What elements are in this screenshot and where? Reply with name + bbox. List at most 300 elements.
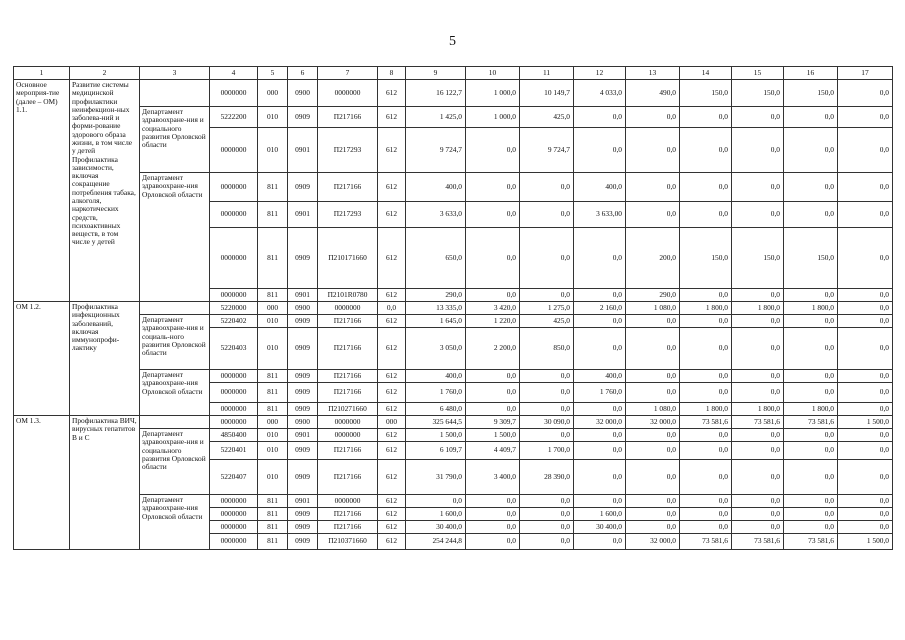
- cell-col-10: 4 409,7: [466, 442, 520, 460]
- column-header-9: 9: [406, 67, 466, 80]
- cell-col-15: 150,0: [732, 80, 784, 107]
- cell-col-4: 0000000: [210, 202, 258, 228]
- cell-col-14: 150,0: [680, 228, 732, 289]
- cell-col-12: 1 600,0: [574, 508, 626, 521]
- cell-col-7: 0000000: [318, 495, 378, 508]
- executor-cell: [140, 416, 210, 429]
- cell-col-7: П217166: [318, 173, 378, 202]
- cell-col-17: 0,0: [838, 289, 893, 302]
- column-header-10: 10: [466, 67, 520, 80]
- cell-col-17: 0,0: [838, 383, 893, 403]
- executor-cell: Департамент здравоохране-ния Орловской области: [140, 370, 210, 416]
- cell-col-12: 0,0: [574, 107, 626, 128]
- cell-col-5: 010: [258, 128, 288, 173]
- cell-col-7: П217166: [318, 328, 378, 370]
- cell-col-6: 0909: [288, 403, 318, 416]
- cell-col-7: 0000000: [318, 80, 378, 107]
- table-row: [14, 429, 893, 442]
- cell-col-17: 0,0: [838, 429, 893, 442]
- measure-id-cell: Основное мероприя-тие (далее – ОМ) 1.1.: [14, 80, 70, 302]
- cell-col-8: 612: [378, 534, 406, 550]
- measure-id-cell: ОМ 1.3.: [14, 416, 70, 550]
- cell-col-4: 0000000: [210, 534, 258, 550]
- cell-col-14: 0,0: [680, 521, 732, 534]
- cell-col-7: П217166: [318, 521, 378, 534]
- cell-col-6: 0909: [288, 442, 318, 460]
- cell-col-5: 811: [258, 370, 288, 383]
- cell-col-10: 0,0: [466, 370, 520, 383]
- cell-col-12: 0,0: [574, 403, 626, 416]
- cell-col-9: 1 425,0: [406, 107, 466, 128]
- cell-col-9: 13 335,0: [406, 302, 466, 315]
- cell-col-5: 811: [258, 202, 288, 228]
- cell-col-16: 73 581,6: [784, 416, 838, 429]
- cell-col-10: 9 309,7: [466, 416, 520, 429]
- cell-col-9: 1 760,0: [406, 383, 466, 403]
- cell-col-13: 0,0: [626, 173, 680, 202]
- cell-col-4: 0000000: [210, 228, 258, 289]
- cell-col-9: 31 790,0: [406, 460, 466, 495]
- cell-col-13: 1 080,0: [626, 403, 680, 416]
- cell-col-12: 0,0: [574, 495, 626, 508]
- cell-col-5: 811: [258, 521, 288, 534]
- cell-col-9: 9 724,7: [406, 128, 466, 173]
- cell-col-5: 811: [258, 495, 288, 508]
- table-row: [14, 315, 893, 328]
- cell-col-17: 0,0: [838, 173, 893, 202]
- cell-col-10: 0,0: [466, 228, 520, 289]
- cell-col-16: 0,0: [784, 328, 838, 370]
- cell-col-9: 0,0: [406, 495, 466, 508]
- cell-col-5: 811: [258, 508, 288, 521]
- cell-col-11: 0,0: [520, 429, 574, 442]
- cell-col-14: 73 581,6: [680, 534, 732, 550]
- cell-col-15: 0,0: [732, 202, 784, 228]
- cell-col-17: 0,0: [838, 370, 893, 383]
- cell-col-4: 0000000: [210, 416, 258, 429]
- cell-col-17: 0,0: [838, 508, 893, 521]
- cell-col-14: 0,0: [680, 460, 732, 495]
- column-header-16: 16: [784, 67, 838, 80]
- cell-col-6: 0901: [288, 429, 318, 442]
- cell-col-5: 010: [258, 442, 288, 460]
- cell-col-15: 0,0: [732, 107, 784, 128]
- cell-col-13: 0,0: [626, 128, 680, 173]
- cell-col-10: 1 000,0: [466, 80, 520, 107]
- cell-col-9: 30 400,0: [406, 521, 466, 534]
- cell-col-9: 1 600,0: [406, 508, 466, 521]
- cell-col-5: 811: [258, 534, 288, 550]
- cell-col-12: 1 760,0: [574, 383, 626, 403]
- cell-col-12: 0,0: [574, 534, 626, 550]
- cell-col-14: 1 800,0: [680, 302, 732, 315]
- table-row: [14, 107, 893, 128]
- cell-col-10: 0,0: [466, 495, 520, 508]
- cell-col-8: 612: [378, 107, 406, 128]
- executor-cell: Департамент здравоохране-ния и социального развития Орловской области: [140, 107, 210, 173]
- cell-col-17: 0,0: [838, 403, 893, 416]
- cell-col-13: 1 080,0: [626, 302, 680, 315]
- page-number: 5: [449, 34, 456, 49]
- cell-col-6: 0900: [288, 80, 318, 107]
- cell-col-5: 811: [258, 228, 288, 289]
- cell-col-15: 0,0: [732, 442, 784, 460]
- cell-col-17: 0,0: [838, 328, 893, 370]
- executor-cell: Департамент здравоохране-ния и социального развития Орловской области: [140, 429, 210, 495]
- cell-col-10: 3 420,0: [466, 302, 520, 315]
- cell-col-4: 5220407: [210, 460, 258, 495]
- cell-col-11: 10 149,7: [520, 80, 574, 107]
- column-header-4: 4: [210, 67, 258, 80]
- cell-col-13: 290,0: [626, 289, 680, 302]
- cell-col-4: 5220401: [210, 442, 258, 460]
- table-row: [14, 302, 893, 315]
- executor-cell: [140, 302, 210, 315]
- cell-col-13: 0,0: [626, 383, 680, 403]
- cell-col-16: 0,0: [784, 128, 838, 173]
- cell-col-8: 612: [378, 289, 406, 302]
- cell-col-15: 0,0: [732, 128, 784, 173]
- cell-col-13: 0,0: [626, 315, 680, 328]
- cell-col-11: 425,0: [520, 315, 574, 328]
- cell-col-14: 0,0: [680, 429, 732, 442]
- cell-col-17: 1 500,0: [838, 534, 893, 550]
- table-row: [14, 370, 893, 383]
- cell-col-9: 6 109,7: [406, 442, 466, 460]
- cell-col-6: 0909: [288, 508, 318, 521]
- cell-col-5: 010: [258, 107, 288, 128]
- cell-col-12: 400,0: [574, 173, 626, 202]
- cell-col-5: 000: [258, 80, 288, 107]
- cell-col-11: 0,0: [520, 289, 574, 302]
- cell-col-7: П2101R0780: [318, 289, 378, 302]
- cell-col-4: 0000000: [210, 289, 258, 302]
- cell-col-14: 0,0: [680, 202, 732, 228]
- cell-col-8: 612: [378, 370, 406, 383]
- cell-col-17: 0,0: [838, 460, 893, 495]
- column-header-11: 11: [520, 67, 574, 80]
- cell-col-7: 0000000: [318, 416, 378, 429]
- cell-col-16: 0,0: [784, 429, 838, 442]
- cell-col-6: 0909: [288, 173, 318, 202]
- cell-col-16: 1 800,0: [784, 302, 838, 315]
- cell-col-8: 612: [378, 173, 406, 202]
- cell-col-14: 0,0: [680, 495, 732, 508]
- cell-col-4: 0000000: [210, 403, 258, 416]
- cell-col-5: 811: [258, 173, 288, 202]
- cell-col-13: 0,0: [626, 370, 680, 383]
- column-header-14: 14: [680, 67, 732, 80]
- cell-col-4: 5220402: [210, 315, 258, 328]
- cell-col-5: 010: [258, 328, 288, 370]
- cell-col-9: 325 644,5: [406, 416, 466, 429]
- measure-name-cell: Профилактика ВИЧ, вирусных гепатитов В и С: [70, 416, 140, 550]
- cell-col-5: 000: [258, 302, 288, 315]
- cell-col-7: П217166: [318, 370, 378, 383]
- cell-col-12: 30 400,0: [574, 521, 626, 534]
- measure-name-cell: Профилактика инфекционных заболеваний, включая иммунопрофи-лактику: [70, 302, 140, 416]
- cell-col-12: 32 000,0: [574, 416, 626, 429]
- cell-col-16: 0,0: [784, 508, 838, 521]
- cell-col-11: 425,0: [520, 107, 574, 128]
- cell-col-14: 1 800,0: [680, 403, 732, 416]
- cell-col-7: П210371660: [318, 534, 378, 550]
- cell-col-10: 0,0: [466, 289, 520, 302]
- cell-col-15: 1 800,0: [732, 302, 784, 315]
- cell-col-14: 0,0: [680, 107, 732, 128]
- cell-col-10: 0,0: [466, 403, 520, 416]
- cell-col-9: 1 500,0: [406, 429, 466, 442]
- cell-col-11: 0,0: [520, 495, 574, 508]
- cell-col-11: 1 700,0: [520, 442, 574, 460]
- cell-col-15: 73 581,6: [732, 534, 784, 550]
- column-header-1: 1: [14, 67, 70, 80]
- cell-col-9: 400,0: [406, 370, 466, 383]
- cell-col-10: 0,0: [466, 534, 520, 550]
- cell-col-14: 0,0: [680, 383, 732, 403]
- cell-col-5: 010: [258, 429, 288, 442]
- cell-col-7: П217166: [318, 315, 378, 328]
- table-row: [14, 416, 893, 429]
- cell-col-9: 3 633,0: [406, 202, 466, 228]
- cell-col-9: 650,0: [406, 228, 466, 289]
- cell-col-6: 0909: [288, 370, 318, 383]
- cell-col-10: 0,0: [466, 521, 520, 534]
- cell-col-8: 612: [378, 383, 406, 403]
- cell-col-15: 0,0: [732, 328, 784, 370]
- cell-col-4: 0000000: [210, 80, 258, 107]
- cell-col-7: 0000000: [318, 429, 378, 442]
- cell-col-6: 0900: [288, 302, 318, 315]
- cell-col-6: 0909: [288, 521, 318, 534]
- cell-col-6: 0909: [288, 383, 318, 403]
- cell-col-7: П217166: [318, 442, 378, 460]
- column-header-7: 7: [318, 67, 378, 80]
- cell-col-7: П217293: [318, 202, 378, 228]
- cell-col-4: 0000000: [210, 495, 258, 508]
- cell-col-4: 0000000: [210, 521, 258, 534]
- cell-col-14: 150,0: [680, 80, 732, 107]
- cell-col-11: 1 275,0: [520, 302, 574, 315]
- cell-col-14: 0,0: [680, 173, 732, 202]
- cell-col-15: 0,0: [732, 460, 784, 495]
- measure-id-cell: ОМ 1.2.: [14, 302, 70, 416]
- column-header-12: 12: [574, 67, 626, 80]
- column-header-13: 13: [626, 67, 680, 80]
- cell-col-9: 16 122,7: [406, 80, 466, 107]
- cell-col-15: 0,0: [732, 383, 784, 403]
- header-row: [14, 67, 893, 80]
- table-row: [14, 495, 893, 508]
- cell-col-5: 811: [258, 383, 288, 403]
- cell-col-9: 6 480,0: [406, 403, 466, 416]
- cell-col-8: 612: [378, 521, 406, 534]
- cell-col-9: 3 050,0: [406, 328, 466, 370]
- cell-col-4: 0000000: [210, 370, 258, 383]
- cell-col-5: 811: [258, 403, 288, 416]
- cell-col-17: 0,0: [838, 442, 893, 460]
- cell-col-14: 0,0: [680, 315, 732, 328]
- cell-col-8: 612: [378, 202, 406, 228]
- cell-col-5: 811: [258, 289, 288, 302]
- column-header-3: 3: [140, 67, 210, 80]
- cell-col-12: 0,0: [574, 442, 626, 460]
- column-header-5: 5: [258, 67, 288, 80]
- cell-col-15: 0,0: [732, 173, 784, 202]
- cell-col-15: 0,0: [732, 495, 784, 508]
- cell-col-13: 0,0: [626, 508, 680, 521]
- cell-col-11: 30 090,0: [520, 416, 574, 429]
- cell-col-7: П217166: [318, 107, 378, 128]
- cell-col-15: 0,0: [732, 370, 784, 383]
- cell-col-8: 612: [378, 508, 406, 521]
- cell-col-16: 0,0: [784, 202, 838, 228]
- cell-col-7: П210171660: [318, 228, 378, 289]
- cell-col-6: 0901: [288, 128, 318, 173]
- cell-col-16: 0,0: [784, 370, 838, 383]
- cell-col-12: 0,0: [574, 315, 626, 328]
- cell-col-13: 32 000,0: [626, 416, 680, 429]
- cell-col-8: 612: [378, 442, 406, 460]
- cell-col-16: 1 800,0: [784, 403, 838, 416]
- cell-col-17: 0,0: [838, 495, 893, 508]
- cell-col-7: П217166: [318, 383, 378, 403]
- cell-col-14: 73 581,6: [680, 416, 732, 429]
- cell-col-16: 0,0: [784, 460, 838, 495]
- cell-col-17: 1 500,0: [838, 416, 893, 429]
- cell-col-13: 0,0: [626, 429, 680, 442]
- cell-col-13: 0,0: [626, 107, 680, 128]
- cell-col-16: 0,0: [784, 289, 838, 302]
- cell-col-6: 0909: [288, 534, 318, 550]
- cell-col-17: 0,0: [838, 302, 893, 315]
- executor-cell: [140, 80, 210, 107]
- cell-col-6: 0909: [288, 315, 318, 328]
- cell-col-6: 0909: [288, 107, 318, 128]
- cell-col-15: 0,0: [732, 429, 784, 442]
- cell-col-6: 0900: [288, 416, 318, 429]
- cell-col-8: 612: [378, 495, 406, 508]
- cell-col-13: 0,0: [626, 460, 680, 495]
- cell-col-10: 2 200,0: [466, 328, 520, 370]
- cell-col-17: 0,0: [838, 202, 893, 228]
- cell-col-7: 0000000: [318, 302, 378, 315]
- cell-col-16: 0,0: [784, 442, 838, 460]
- cell-col-8: 000: [378, 416, 406, 429]
- table-body: [14, 80, 893, 550]
- cell-col-11: 0,0: [520, 228, 574, 289]
- cell-col-15: 73 581,6: [732, 416, 784, 429]
- cell-col-17: 0,0: [838, 521, 893, 534]
- cell-col-11: 0,0: [520, 534, 574, 550]
- cell-col-16: 0,0: [784, 383, 838, 403]
- cell-col-10: 1 000,0: [466, 107, 520, 128]
- cell-col-12: 0,0: [574, 289, 626, 302]
- cell-col-7: П217166: [318, 508, 378, 521]
- cell-col-12: 0,0: [574, 228, 626, 289]
- cell-col-7: П217166: [318, 460, 378, 495]
- cell-col-6: 0901: [288, 495, 318, 508]
- table-row: [14, 80, 893, 107]
- cell-col-8: 0,0: [378, 302, 406, 315]
- cell-col-16: 0,0: [784, 173, 838, 202]
- executor-cell: Департамент здравоохране-ния Орловской области: [140, 173, 210, 302]
- cell-col-4: 0000000: [210, 173, 258, 202]
- cell-col-16: 0,0: [784, 521, 838, 534]
- cell-col-8: 612: [378, 315, 406, 328]
- cell-col-11: 0,0: [520, 383, 574, 403]
- cell-col-16: 0,0: [784, 495, 838, 508]
- budget-table: [13, 66, 893, 550]
- cell-col-15: 0,0: [732, 521, 784, 534]
- cell-col-13: 0,0: [626, 328, 680, 370]
- cell-col-17: 0,0: [838, 80, 893, 107]
- cell-col-14: 0,0: [680, 289, 732, 302]
- cell-col-12: 400,0: [574, 370, 626, 383]
- cell-col-15: 0,0: [732, 289, 784, 302]
- cell-col-16: 0,0: [784, 107, 838, 128]
- cell-col-8: 612: [378, 228, 406, 289]
- cell-col-15: 150,0: [732, 228, 784, 289]
- cell-col-5: 000: [258, 416, 288, 429]
- column-header-6: 6: [288, 67, 318, 80]
- cell-col-16: 73 581,6: [784, 534, 838, 550]
- measure-name-cell: Развитие системы медицинской профилактики неинфекцион-ных заболева-ний и форми-рование здорового образа жизни, в том числе у детей Профилактика зависимости, включая сокращение потребления табака, алкоголя, наркотических средств, психоактивных веществ, в том числе у детей: [70, 80, 140, 302]
- cell-col-6: 0901: [288, 289, 318, 302]
- cell-col-10: 0,0: [466, 128, 520, 173]
- column-header-2: 2: [70, 67, 140, 80]
- cell-col-13: 490,0: [626, 80, 680, 107]
- cell-col-10: 0,0: [466, 508, 520, 521]
- cell-col-9: 254 244,8: [406, 534, 466, 550]
- cell-col-8: 612: [378, 128, 406, 173]
- cell-col-14: 0,0: [680, 328, 732, 370]
- cell-col-6: 0909: [288, 460, 318, 495]
- cell-col-14: 0,0: [680, 128, 732, 173]
- cell-col-16: 150,0: [784, 80, 838, 107]
- executor-cell: Департамент здравоохране-ния Орловской области: [140, 495, 210, 550]
- table-row: [14, 173, 893, 202]
- cell-col-4: 5222200: [210, 107, 258, 128]
- cell-col-14: 0,0: [680, 442, 732, 460]
- cell-col-7: П210271660: [318, 403, 378, 416]
- cell-col-8: 612: [378, 429, 406, 442]
- cell-col-13: 0,0: [626, 202, 680, 228]
- cell-col-8: 612: [378, 403, 406, 416]
- cell-col-4: 5220000: [210, 302, 258, 315]
- cell-col-12: 3 633,00: [574, 202, 626, 228]
- cell-col-10: 3 400,0: [466, 460, 520, 495]
- cell-col-10: 0,0: [466, 173, 520, 202]
- cell-col-11: 0,0: [520, 173, 574, 202]
- executor-cell: Департамент здравоохране-ния и социаль-ного развития Орловской области: [140, 315, 210, 370]
- cell-col-11: 0,0: [520, 521, 574, 534]
- cell-col-11: 28 390,0: [520, 460, 574, 495]
- cell-col-10: 1 500,0: [466, 429, 520, 442]
- cell-col-4: 0000000: [210, 383, 258, 403]
- cell-col-9: 1 645,0: [406, 315, 466, 328]
- cell-col-13: 0,0: [626, 495, 680, 508]
- cell-col-17: 0,0: [838, 315, 893, 328]
- column-header-17: 17: [838, 67, 893, 80]
- cell-col-17: 0,0: [838, 107, 893, 128]
- cell-col-7: П217293: [318, 128, 378, 173]
- cell-col-15: 0,0: [732, 508, 784, 521]
- cell-col-5: 010: [258, 460, 288, 495]
- cell-col-16: 150,0: [784, 228, 838, 289]
- cell-col-11: 9 724,7: [520, 128, 574, 173]
- cell-col-11: 0,0: [520, 508, 574, 521]
